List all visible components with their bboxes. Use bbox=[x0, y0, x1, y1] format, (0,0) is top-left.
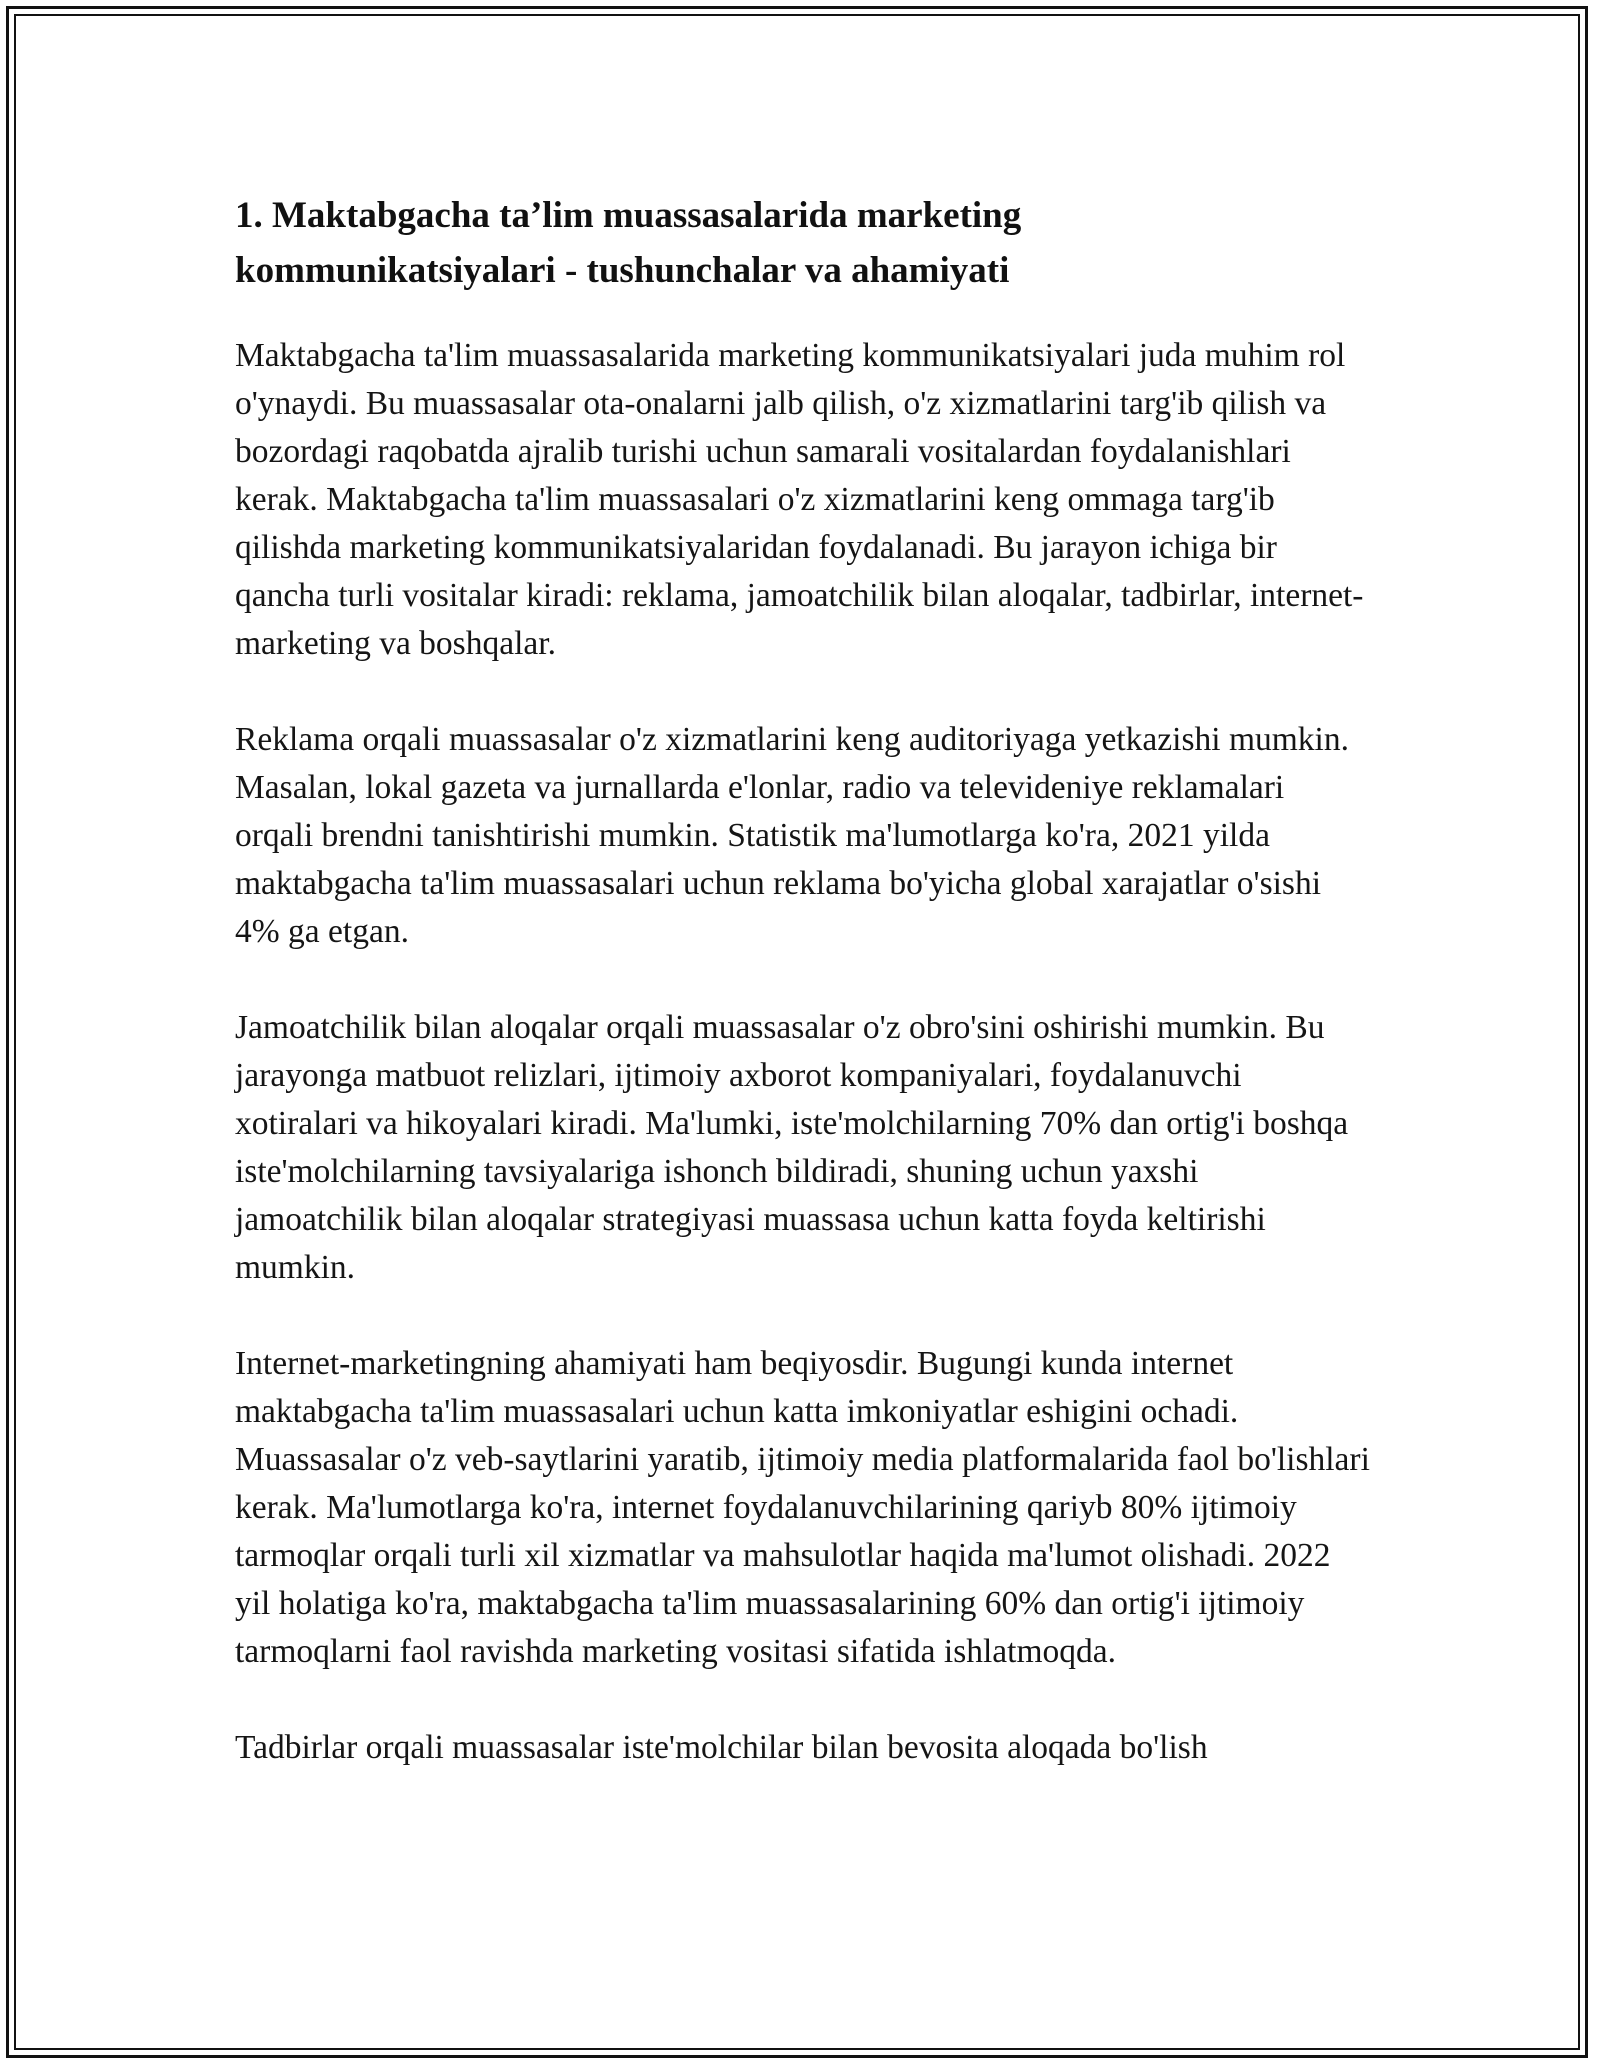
paragraph-intro: Maktabgacha ta'lim muassasalarida marketing kommunikatsiyalari juda muhim rol o'ynaydi. Bu muassasalar ota-onalarni jalb qilish, o'z xizmatlarini targ'ib qilish va bozordagi raqobatda ajralib turishi uchun samarali vositalardan foydalanishlari kerak. Maktabgacha ta'lim muassasalari o'z xizmatlarini keng ommaga targ'ib qilishda marketing kommunikatsiyalaridan foydalanadi. Bu jarayon ichiga bir qancha turli vositalar kiradi: reklama, jamoatchilik bilan aloqalar, tadbirlar, internet-marketing va boshqalar. bbox=[235, 337, 1364, 662]
paragraph-advertising: Reklama orqali muassasalar o'z xizmatlarini keng auditoriyaga yetkazishi mumkin. Masalan, lokal gazeta va jurnallarda e'lonlar, radio va televideniye reklamalari orqali brendni tanishtirishi mumkin. Statistik ma'lumotlarga ko'ra, 2021 yilda maktabgacha ta'lim muassasalari uchun reklama bo'yicha global xarajatlar o'sishi 4% ga etgan. bbox=[235, 721, 1349, 950]
section-heading-line-2: kommunikatsiyalari - tushunchalar va ahamiyati bbox=[235, 250, 1010, 291]
document-body bbox=[235, 188, 1370, 1820]
section-heading-line-1: 1. Maktabgacha ta’lim muassasalarida marketing bbox=[235, 195, 1022, 236]
section-heading bbox=[235, 188, 1370, 298]
paragraph-internet-marketing: Internet-marketingning ahamiyati ham beqiyosdir. Bugungi kunda internet maktabgacha ta'lim muassasalari uchun katta imkoniyatlar eshigini ochadi. Muassasalar o'z veb-saytlarini yaratib, ijtimoiy media platformalarida faol bo'lishlari kerak. Ma'lumotlarga ko'ra, internet foydalanuvchilarining qariyb 80% ijtimoiy tarmoqlar orqali turli xil xizmatlar va mahsulotlar haqida ma'lumot olishadi. 2022 yil holatiga ko'ra, maktabgacha ta'lim muassasalarining 60% dan ortig'i ijtimoiy tarmoqlarni faol ravishda marketing vositasi sifatida ishlatmoqda. bbox=[235, 1345, 1370, 1670]
paragraph-events: Tadbirlar orqali muassasalar iste'molchilar bilan bevosita aloqada bo'lish bbox=[235, 1729, 1208, 1766]
paragraph-public-relations: Jamoatchilik bilan aloqalar orqali muassasalar o'z obro'sini oshirishi mumkin. Bu jarayonga matbuot relizlari, ijtimoiy axborot kompaniyalari, foydalanuvchi xotiralari va hikoyalari kiradi. Ma'lumki, iste'molchilarning 70% dan ortig'i boshqa iste'molchilarning tavsiyalariga ishonch bildiradi, shuning uchun yaxshi jamoatchilik bilan aloqalar strategiyasi muassasa uchun katta foyda keltirishi mumkin. bbox=[235, 1009, 1349, 1286]
